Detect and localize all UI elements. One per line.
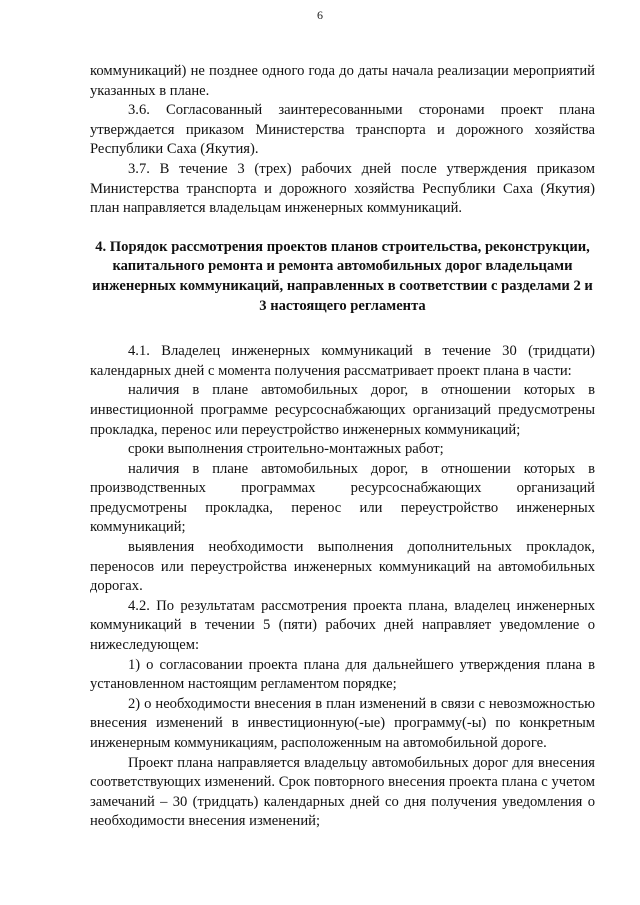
page-number: 6 bbox=[317, 8, 323, 22]
list-item: 1) о согласовании проекта плана для дальнейшего утверждения плана в установленном настоящим регламентом порядке; bbox=[90, 656, 595, 693]
list-item: выявления необходимости выполнения дополнительных прокладок, переносов или переустройства инженерных коммуникаций на автомобильных дорогах. bbox=[90, 539, 595, 595]
paragraph-plan-return: Проект плана направляется владельцу автомобильных дорог для внесения соответствующих изменений. Срок повторного внесения проекта плана с учетом замечаний – 30 (тридцать) календарных дней со дня получения уведомления о необходимости внесения изменений; bbox=[90, 754, 595, 830]
document-body bbox=[90, 62, 595, 832]
list-item: 2) о необходимости внесения в план изменений в связи с невозможностью внесения изменений в инвестиционную(-ые) программу(-ы) по конкретным инженерным коммуникациям, расположенным на автомобильной дороге. bbox=[90, 695, 595, 751]
section-4-heading: 4. Порядок рассмотрения проектов планов строительства, реконструкции, капитального ремонта и ремонта автомобильных дорог владельцами инженерных коммуникаций, направленных в соответствии с разделами 2 и 3 настоящего регламента bbox=[92, 238, 593, 314]
paragraph-4-2: 4.2. По результатам рассмотрения проекта плана, владелец инженерных коммуникаций в течении 5 (пяти) рабочих дней направляет уведомление о нижеследующем: bbox=[90, 597, 595, 654]
paragraph-3-7: 3.7. В течение 3 (трех) рабочих дней после утверждения приказом Министерства транспорта и дорожного хозяйства Республики Саха (Якутия) план направляется владельцам инженерных коммуникаций. bbox=[90, 160, 595, 217]
list-item: сроки выполнения строительно-монтажных работ; bbox=[128, 441, 444, 458]
paragraph-continuation: коммуникаций) не позднее одного года до даты начала реализации мероприятий указанных в плане. bbox=[90, 63, 595, 99]
list-item: наличия в плане автомобильных дорог, в отношении которых в производственных программах ресурсоснабжающих организаций предусмотрены прокладка, перенос или переустройство инженерных коммуникаций; bbox=[90, 460, 595, 536]
paragraph-4-1: 4.1. Владелец инженерных коммуникаций в течение 30 (тридцати) календарных дней с момента получения рассматривает проект плана в части: bbox=[90, 343, 595, 379]
list-item: наличия в плане автомобильных дорог, в отношении которых в инвестиционной программе ресурсоснабжающих организаций предусмотрены прокладка, перенос или переустройство инженерных коммуникаций; bbox=[90, 382, 595, 438]
paragraph-3-6: 3.6. Согласованный заинтересованными сторонами проект плана утверждается приказом Министерства транспорта и дорожного хозяйства Республики Саха (Якутия). bbox=[90, 102, 595, 158]
